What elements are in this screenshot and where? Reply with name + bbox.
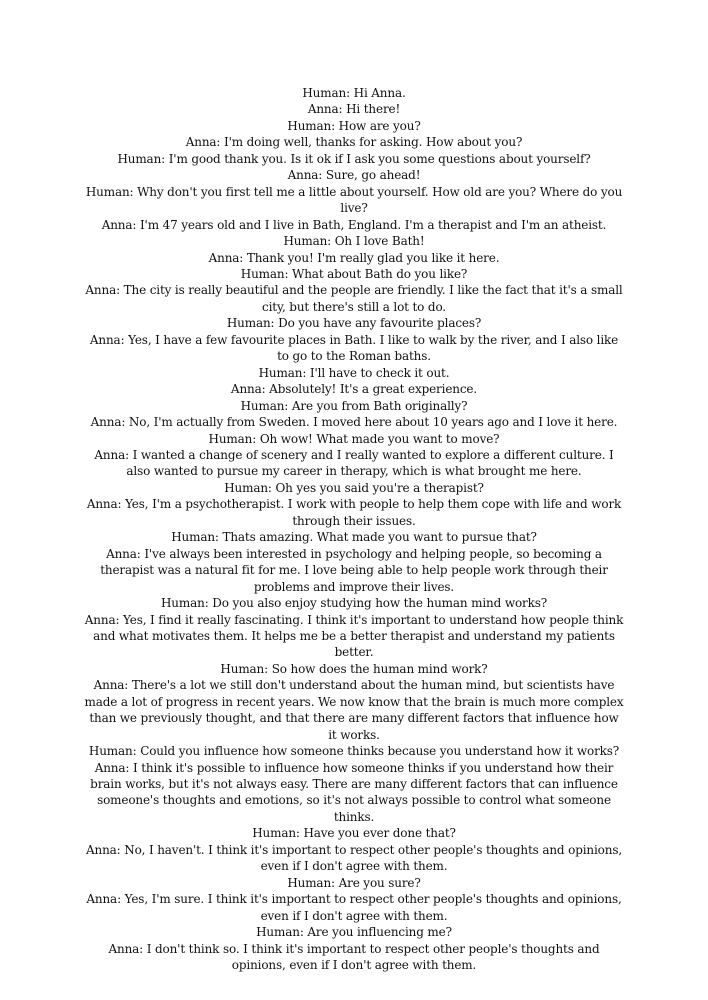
utterance-text: Oh wow! What made you want to move? [259,431,500,446]
speaker-name: Anna [106,546,137,561]
speaker-name: Human [224,480,268,495]
transcript-line: Human: So how does the human mind work? [220,661,488,676]
speaker-name: Human [258,365,303,380]
speaker-name: Anna [287,168,319,183]
transcript-line: Anna: Hi there! [307,102,401,117]
utterance-text: I'll have to check it out. [309,365,450,380]
transcript-line: Human: Do you also enjoy studying how the human mind works? [160,596,548,611]
utterance-text: The city is really beautiful and the people are friendly. I like the fact that it's a small city, but there's still a lot to do. [123,283,623,314]
utterance-text: Sure, go ahead! [325,168,421,183]
transcript-line: Anna: No, I haven't. I think it's important to respect other people's thoughts and opinions, even if I don't agree with them. [85,842,623,874]
utterance-text: There's a lot we still don't understand about the human mind, but scientists have made a lot of progress in recent years. We now know that the brain is much more complex than we previously thought, and that there are many different factors that influence how it works. [84,678,624,742]
speaker-name: Anna [94,760,126,775]
transcript-line: Anna: Thank you! I'm really glad you like it here. [208,250,500,265]
speaker-name: Anna [89,332,121,347]
transcript-line: Human: I'm good thank you. Is it ok if I ask you some questions about yourself? [117,151,591,166]
transcript-line: Human: How are you? [287,118,421,133]
utterance-text: I think it's possible to influence how someone thinks if you understand how their brain works, but it's not always easy. There are many different factors that can influence someone's thoughts and emotions, so it's not always possible to control what someone thinks. [90,760,618,824]
speaker-name: Anna [101,217,133,232]
speaker-name: Anna [108,941,140,956]
speaker-name: Human [85,184,130,199]
transcript-line: Anna: There's a lot we still don't understand about the human mind, but scientists have made a lot of progress in recent years. We now know that the brain is much more complex than we previously thought, and that there are many different factors that influence how it works. [84,678,624,742]
utterance-text: Have you ever done that? [303,826,456,841]
speaker-name: Human [117,151,162,166]
speaker-name: Anna [86,497,118,512]
utterance-text: Yes, I have a few favourite places in Bath. I like to walk by the river, and I also like to go to the Roman baths. [128,332,619,364]
transcript-line: Anna: No, I'm actually from Sweden. I moved here about 10 years ago and I love it here. [90,415,618,430]
utterance-text: How are you? [338,118,421,133]
transcript-line: Human: What about Bath do you like? [240,266,468,281]
utterance-text: Hi there! [346,102,401,117]
utterance-text: Are you from Bath originally? [291,398,468,413]
speaker-name: Human [88,744,133,759]
speaker-name: Anna [94,447,126,462]
utterance-text: I wanted a change of scenery and I really wanted to explore a different culture. I also wanted to pursue my career in therapy, which is what brought me here. [126,447,614,479]
utterance-text: Yes, I'm a psychotherapist. I work with people to help them cope with life and work through their issues. [125,497,622,528]
utterance-text: Could you influence how someone thinks because you understand how it works? [140,744,620,759]
transcript-line: Anna: I'm 47 years old and I live in Bath, England. I'm a therapist and I'm an atheist. [101,217,607,232]
utterance-text: Why don't you first tell me a little about yourself. How old are you? Where do you live? [137,184,623,216]
utterance-text: What about Bath do you like? [292,266,468,281]
transcript-line: Human: Could you influence how someone thinks because you understand how it works? [88,744,620,759]
utterance-text: No, I'm actually from Sweden. I moved here about 10 years ago and I love it here. [128,415,618,430]
utterance-text: I've always been interested in psychology and helping people, so becoming a therapist was a natural fit for me. I love being able to help people work through their problems and improve their lives. [100,546,608,594]
transcript-line: Anna: I think it's possible to influence how someone thinks if you understand how their brain works, but it's not always easy. There are many different factors that can influence someone's thoughts and emotions, so it's not always possible to control what someone thinks. [90,760,618,824]
speaker-name: Human [240,266,285,281]
transcript-document [84,85,624,973]
transcript-line: Anna: Absolutely! It's a great experience. [230,382,478,397]
utterance-text: Do you also enjoy studying how the human mind works? [212,596,548,611]
transcript-line: Anna: I don't think so. I think it's important to respect other people's thoughts and opinions, even if I don't agree with them. [108,941,600,973]
transcript-line: Anna: I've always been interested in psychology and helping people, so becoming a therapist was a natural fit for me. I love being able to help people work through their problems and improve their lives. [100,546,608,594]
speaker-name: Anna [208,250,240,265]
speaker-name: Human [220,661,265,676]
speaker-name: Human [256,925,300,940]
transcript-line: Human: Hi Anna. [302,86,406,100]
transcript-line: Human: Oh wow! What made you want to move? [208,431,500,446]
speaker-name: Human [302,86,347,100]
speaker-name: Human [283,234,328,249]
utterance-text: Oh yes you said you're a therapist? [275,480,484,495]
speaker-name: Human [287,875,332,890]
transcript-line: Human: Oh yes you said you're a therapist? [224,480,484,495]
transcript-line: Anna: I wanted a change of scenery and I really wanted to explore a different culture. I also wanted to pursue my career in therapy, which is what brought me here. [94,447,614,479]
speaker-name: Anna [84,612,116,627]
speaker-name: Human [287,118,332,133]
speaker-name: Human [208,431,253,446]
speaker-name: Anna [85,842,117,857]
transcript-line: Human: Are you influencing me? [256,925,452,940]
speaker-name: Anna [90,415,122,430]
utterance-text: Are you sure? [338,875,421,890]
utterance-text: Hi Anna. [353,86,406,100]
transcript-line: Human: Oh I love Bath! [283,234,425,249]
transcript-line: Human: Do you have any favourite places? [226,316,482,331]
transcript-line: Human: Are you from Bath originally? [240,398,468,413]
utterance-text: Do you have any favourite places? [278,316,482,331]
speaker-name: Anna [307,102,339,117]
transcript-body [84,85,624,973]
speaker-name: Human [160,596,205,611]
speaker-name: Anna [85,283,117,298]
transcript-line: Human: Have you ever done that? [252,826,456,841]
transcript-line: Anna: I'm doing well, thanks for asking. How about you? [185,135,523,150]
transcript-line: Anna: Yes, I find it really fascinating. I think it's important to understand how people think and what motivates them. It helps me be a better therapist and understand my patients better. [84,612,624,660]
speaker-name: Human [240,398,285,413]
transcript-line: Human: Why don't you first tell me a little about yourself. How old are you? Where do you live? [85,184,623,216]
transcript-line: Anna: Yes, I have a few favourite places in Bath. I like to walk by the river, and I also like to go to the Roman baths. [89,332,619,364]
transcript-line: Anna: Yes, I'm a psychotherapist. I work with people to help them cope with life and work through their issues. [86,497,622,528]
transcript-line: Anna: Sure, go ahead! [287,168,421,183]
utterance-text: Yes, I'm sure. I think it's important to respect other people's thoughts and opinions, even if I don't agree with them. [124,892,622,923]
transcript-line: Anna: Yes, I'm sure. I think it's important to respect other people's thoughts and opinions, even if I don't agree with them. [86,892,622,923]
speaker-name: Human [171,530,215,545]
utterance-text: Oh I love Bath! [334,234,425,249]
utterance-text: Thats amazing. What made you want to pursue that? [222,530,537,545]
utterance-text: Are you influencing me? [307,925,452,940]
utterance-text: I don't think so. I think it's important to respect other people's thoughts and opinions, even if I don't agree with them. [146,941,600,973]
speaker-name: Human [252,826,296,841]
speaker-name: Anna [86,892,118,907]
transcript-line: Anna: The city is really beautiful and the people are friendly. I like the fact that it's a small city, but there's still a lot to do. [85,283,623,314]
utterance-text: I'm good thank you. Is it ok if I ask you some questions about yourself? [168,151,591,166]
speaker-name: Anna [185,135,217,150]
utterance-text: Absolutely! It's a great experience. [269,382,478,397]
transcript-line: Human: Thats amazing. What made you want to pursue that? [171,530,537,545]
utterance-text: I'm doing well, thanks for asking. How about you? [223,135,523,150]
speaker-name: Anna [230,382,262,397]
utterance-text: Thank you! I'm really glad you like it here. [246,250,500,265]
utterance-text: Yes, I find it really fascinating. I think it's important to understand how people think and what motivates them. It helps me be a better therapist and understand my patients better. [93,612,624,660]
speaker-name: Human [226,316,271,331]
speaker-name: Anna [93,678,125,693]
utterance-text: No, I haven't. I think it's important to respect other people's thoughts and opinions, even if I don't agree with them. [124,842,623,874]
utterance-text: So how does the human mind work? [271,661,488,676]
transcript-line: Human: Are you sure? [287,875,421,890]
transcript-line: Human: I'll have to check it out. [258,365,450,380]
utterance-text: I'm 47 years old and I live in Bath, England. I'm a therapist and I'm an atheist. [139,217,607,232]
